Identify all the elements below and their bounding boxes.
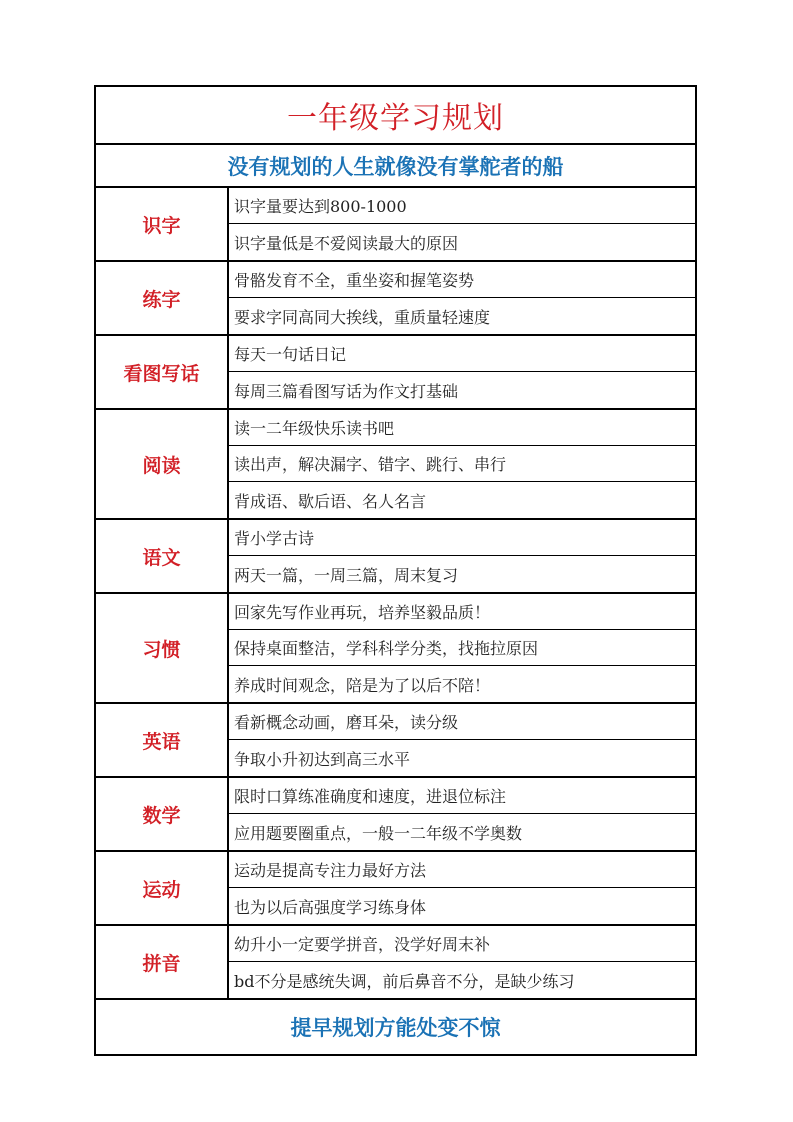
section-item: 要求字同高同大挨线，重质量轻速度 xyxy=(234,307,491,327)
section-item: 读出声，解决漏字、错字、跳行、串行 xyxy=(229,446,695,482)
section-item: 读一二年级快乐读书吧 xyxy=(229,410,695,446)
page-title: 一年级学习规划 xyxy=(287,101,504,136)
section-lianzi xyxy=(96,262,695,336)
section-shizi xyxy=(96,188,695,262)
section-item: 回家先写作业再玩，培养坚毅品质！ xyxy=(229,594,695,630)
section-item: 应用题要圈重点，一般一二年级不学奥数 xyxy=(234,823,523,843)
subtitle-row xyxy=(96,145,695,188)
section-item: 保持桌面整洁，学科科学分类，找拖拉原因 xyxy=(229,630,695,666)
section-item: bd不分是感统失调，前后鼻音不分，是缺少练习 xyxy=(234,971,575,991)
section-label: 英语 xyxy=(96,704,229,776)
section-yingyu xyxy=(96,704,695,778)
page-subtitle: 没有规划的人生就像没有掌舵者的船 xyxy=(227,154,564,179)
section-item: 养成时间观念，陪是为了以后不陪！ xyxy=(234,675,491,695)
section-label: 语文 xyxy=(96,520,229,592)
section-label: 拼音 xyxy=(96,926,229,998)
section-item: 识字量要达到800-1000 xyxy=(229,188,695,224)
section-label: 阅读 xyxy=(96,410,229,518)
section-item: 也为以后高强度学习练身体 xyxy=(234,897,427,917)
section-label: 运动 xyxy=(96,852,229,924)
section-item: 每天一句话日记 xyxy=(229,336,695,372)
section-label: 习惯 xyxy=(96,594,229,702)
section-item: 骨骼发育不全，重坐姿和握笔姿势 xyxy=(229,262,695,298)
section-item: 看新概念动画，磨耳朵，读分级 xyxy=(229,704,695,740)
section-item: 争取小升初达到高三水平 xyxy=(234,749,411,769)
section-label: 练字 xyxy=(96,262,229,334)
section-item: 两天一篇，一周三篇，周末复习 xyxy=(234,565,459,585)
section-item: 识字量低是不爱阅读最大的原因 xyxy=(234,233,459,253)
footer-motto: 提早规划方能处变不惊 xyxy=(290,1016,501,1040)
section-item: 每周三篇看图写话为作文打基础 xyxy=(234,381,459,401)
section-yuwen xyxy=(96,520,695,594)
section-xiguan xyxy=(96,594,695,704)
study-plan-table xyxy=(94,85,697,1056)
section-shuxue xyxy=(96,778,695,852)
section-pinyin xyxy=(96,926,695,1000)
section-label: 识字 xyxy=(96,188,229,260)
section-label: 数学 xyxy=(96,778,229,850)
section-yundong xyxy=(96,852,695,926)
title-row xyxy=(96,87,695,145)
section-yuedu xyxy=(96,410,695,520)
section-item: 限时口算练准确度和速度，进退位标注 xyxy=(229,778,695,814)
section-item: 幼升小一定要学拼音，没学好周末补 xyxy=(229,926,695,962)
section-item: 背成语、歇后语、名人名言 xyxy=(234,491,427,511)
section-item: 背小学古诗 xyxy=(229,520,695,556)
section-item: 运动是提高专注力最好方法 xyxy=(229,852,695,888)
section-label: 看图写话 xyxy=(96,336,229,408)
footer-row xyxy=(96,1000,695,1054)
section-kantuxiehua xyxy=(96,336,695,410)
